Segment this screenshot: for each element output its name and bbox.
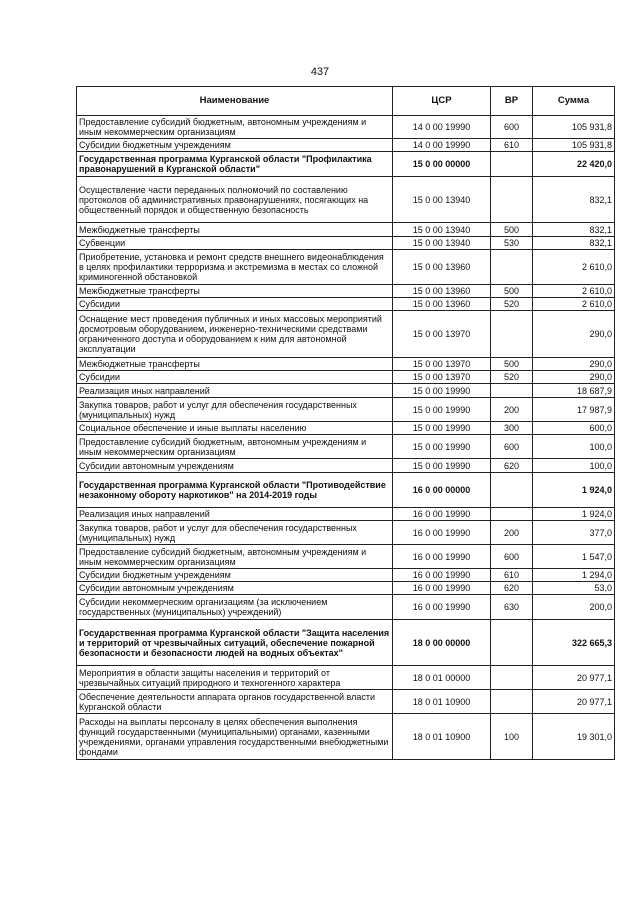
row-name: Обеспечение деятельности аппарата органов государственной власти Курганской области bbox=[77, 690, 393, 714]
row-sum: 832,1 bbox=[533, 177, 615, 223]
row-vr: 100 bbox=[491, 714, 533, 760]
row-csr: 15 0 00 13940 bbox=[393, 237, 491, 250]
row-name: Субсидии бюджетным учреждениям bbox=[77, 569, 393, 582]
table-row bbox=[77, 569, 615, 582]
row-vr: 530 bbox=[491, 237, 533, 250]
table-row bbox=[77, 298, 615, 311]
row-vr: 520 bbox=[491, 371, 533, 384]
table-row bbox=[77, 223, 615, 237]
row-csr: 16 0 00 19990 bbox=[393, 569, 491, 582]
table-row bbox=[77, 714, 615, 760]
row-sum: 20 977,1 bbox=[533, 690, 615, 714]
row-vr: 200 bbox=[491, 398, 533, 422]
row-vr: 600 bbox=[491, 545, 533, 569]
row-sum: 100,0 bbox=[533, 435, 615, 459]
row-csr: 16 0 00 19990 bbox=[393, 521, 491, 545]
row-name: Закупка товаров, работ и услуг для обеспечения государственных (муниципальных) нужд bbox=[77, 521, 393, 545]
header-sum: Сумма bbox=[533, 87, 615, 116]
row-sum: 105 931,8 bbox=[533, 139, 615, 152]
row-csr: 15 0 00 13960 bbox=[393, 250, 491, 285]
row-sum: 2 610,0 bbox=[533, 285, 615, 298]
row-csr: 18 0 01 00000 bbox=[393, 666, 491, 690]
row-csr: 15 0 00 19990 bbox=[393, 384, 491, 398]
row-vr bbox=[491, 508, 533, 521]
table-row bbox=[77, 250, 615, 285]
row-csr: 14 0 00 19990 bbox=[393, 139, 491, 152]
table-row bbox=[77, 311, 615, 358]
row-csr: 15 0 00 19990 bbox=[393, 422, 491, 435]
row-csr: 18 0 01 10900 bbox=[393, 690, 491, 714]
row-sum: 200,0 bbox=[533, 595, 615, 620]
row-vr: 500 bbox=[491, 223, 533, 237]
row-sum: 832,1 bbox=[533, 223, 615, 237]
row-name: Предоставление субсидий бюджетным, автономным учреждениям и иным некоммерческим организациям bbox=[77, 116, 393, 139]
row-name: Межбюджетные трансферты bbox=[77, 358, 393, 371]
row-csr: 16 0 00 19990 bbox=[393, 545, 491, 569]
row-vr: 500 bbox=[491, 358, 533, 371]
row-csr: 18 0 00 00000 bbox=[393, 620, 491, 666]
row-vr bbox=[491, 690, 533, 714]
row-sum: 1 924,0 bbox=[533, 473, 615, 508]
row-csr: 14 0 00 19990 bbox=[393, 116, 491, 139]
row-sum: 100,0 bbox=[533, 459, 615, 473]
row-name: Реализация иных направлений bbox=[77, 508, 393, 521]
row-csr: 15 0 00 13970 bbox=[393, 371, 491, 384]
table-row bbox=[77, 521, 615, 545]
table-row bbox=[77, 237, 615, 250]
row-sum: 1 547,0 bbox=[533, 545, 615, 569]
row-sum: 290,0 bbox=[533, 371, 615, 384]
row-csr: 15 0 00 19990 bbox=[393, 459, 491, 473]
row-vr bbox=[491, 311, 533, 358]
row-vr: 300 bbox=[491, 422, 533, 435]
header-name: Наименование bbox=[77, 87, 393, 116]
row-sum: 377,0 bbox=[533, 521, 615, 545]
row-name: Приобретение, установка и ремонт средств внешнего видеонаблюдения в целях профилактики терроризма и экстремизма в местах со сложной криминогенной обстановкой bbox=[77, 250, 393, 285]
row-sum: 290,0 bbox=[533, 311, 615, 358]
row-sum: 53,0 bbox=[533, 582, 615, 595]
row-csr: 15 0 00 19990 bbox=[393, 398, 491, 422]
table-row bbox=[77, 139, 615, 152]
row-vr bbox=[491, 666, 533, 690]
row-vr: 620 bbox=[491, 459, 533, 473]
row-vr: 520 bbox=[491, 298, 533, 311]
row-sum: 19 301,0 bbox=[533, 714, 615, 760]
table-row bbox=[77, 371, 615, 384]
row-name: Мероприятия в области защиты населения и территорий от чрезвычайных ситуаций природного и техногенного характера bbox=[77, 666, 393, 690]
row-sum: 290,0 bbox=[533, 358, 615, 371]
row-csr: 15 0 00 13940 bbox=[393, 223, 491, 237]
row-csr: 16 0 00 19990 bbox=[393, 582, 491, 595]
table-row bbox=[77, 435, 615, 459]
budget-table bbox=[76, 86, 615, 760]
page-number: 437 bbox=[310, 66, 330, 78]
row-name: Субсидии некоммерческим организациям (за исключением государственных (муниципальных) учреждений) bbox=[77, 595, 393, 620]
row-csr: 16 0 00 19990 bbox=[393, 508, 491, 521]
row-csr: 18 0 01 10900 bbox=[393, 714, 491, 760]
row-vr: 600 bbox=[491, 435, 533, 459]
row-sum: 2 610,0 bbox=[533, 298, 615, 311]
table-row bbox=[77, 116, 615, 139]
row-name: Субвенции bbox=[77, 237, 393, 250]
row-sum: 2 610,0 bbox=[533, 250, 615, 285]
row-vr bbox=[491, 250, 533, 285]
row-vr: 630 bbox=[491, 595, 533, 620]
table-header-row bbox=[77, 87, 615, 116]
row-vr: 610 bbox=[491, 569, 533, 582]
row-name: Расходы на выплаты персоналу в целях обеспечения выполнения функций государственными (муниципальными) органами, казенными учреждениями, органами управления государственными внебюджетными фондами bbox=[77, 714, 393, 760]
row-vr: 610 bbox=[491, 139, 533, 152]
table-row bbox=[77, 582, 615, 595]
row-csr: 15 0 00 00000 bbox=[393, 152, 491, 177]
row-csr: 15 0 00 13960 bbox=[393, 298, 491, 311]
row-name: Государственная программа Курганской области "Профилактика правонарушений в Курганской области" bbox=[77, 152, 393, 177]
row-csr: 15 0 00 13960 bbox=[393, 285, 491, 298]
row-vr: 600 bbox=[491, 116, 533, 139]
row-sum: 322 665,3 bbox=[533, 620, 615, 666]
row-name: Субсидии автономным учреждениям bbox=[77, 582, 393, 595]
row-sum: 1 294,0 bbox=[533, 569, 615, 582]
table-row bbox=[77, 422, 615, 435]
row-name: Субсидии бюджетным учреждениям bbox=[77, 139, 393, 152]
row-csr: 15 0 00 19990 bbox=[393, 435, 491, 459]
table-row bbox=[77, 358, 615, 371]
row-name: Предоставление субсидий бюджетным, автономным учреждениям и иным некоммерческим организациям bbox=[77, 435, 393, 459]
table-row bbox=[77, 152, 615, 177]
row-csr: 15 0 00 13970 bbox=[393, 358, 491, 371]
row-name: Субсидии автономным учреждениям bbox=[77, 459, 393, 473]
row-sum: 17 987,9 bbox=[533, 398, 615, 422]
row-csr: 15 0 00 13940 bbox=[393, 177, 491, 223]
row-sum: 105 931,8 bbox=[533, 116, 615, 139]
table-row bbox=[77, 595, 615, 620]
header-csr: ЦСР bbox=[393, 87, 491, 116]
row-name: Социальное обеспечение и иные выплаты населению bbox=[77, 422, 393, 435]
row-name: Закупка товаров, работ и услуг для обеспечения государственных (муниципальных) нужд bbox=[77, 398, 393, 422]
row-sum: 20 977,1 bbox=[533, 666, 615, 690]
table-row bbox=[77, 620, 615, 666]
row-csr: 15 0 00 13970 bbox=[393, 311, 491, 358]
table-row bbox=[77, 508, 615, 521]
table-row bbox=[77, 545, 615, 569]
row-vr bbox=[491, 620, 533, 666]
row-name: Субсидии bbox=[77, 371, 393, 384]
row-name: Осуществление части переданных полномочий по составлению протоколов об административных правонарушениях, посягающих на общественный порядок и общественную безопасность bbox=[77, 177, 393, 223]
row-vr: 500 bbox=[491, 285, 533, 298]
row-name: Государственная программа Курганской области "Противодействие незаконному обороту наркотиков" на 2014-2019 годы bbox=[77, 473, 393, 508]
row-name: Межбюджетные трансферты bbox=[77, 223, 393, 237]
table-row bbox=[77, 459, 615, 473]
table-row bbox=[77, 473, 615, 508]
row-sum: 600,0 bbox=[533, 422, 615, 435]
row-csr: 16 0 00 19990 bbox=[393, 595, 491, 620]
row-sum: 832,1 bbox=[533, 237, 615, 250]
table-row bbox=[77, 285, 615, 298]
row-vr bbox=[491, 384, 533, 398]
table-row bbox=[77, 384, 615, 398]
row-vr bbox=[491, 152, 533, 177]
row-vr: 200 bbox=[491, 521, 533, 545]
row-name: Межбюджетные трансферты bbox=[77, 285, 393, 298]
table-body bbox=[77, 116, 615, 760]
row-name: Оснащение мест проведения публичных и иных массовых мероприятий досмотровым оборудованием, инженерно-техническими средствами ограниченного доступа и оборудованием к ним для автономной эксплуатации bbox=[77, 311, 393, 358]
row-sum: 22 420,0 bbox=[533, 152, 615, 177]
row-vr bbox=[491, 177, 533, 223]
table-row bbox=[77, 398, 615, 422]
row-sum: 18 687,9 bbox=[533, 384, 615, 398]
table-row bbox=[77, 666, 615, 690]
row-name: Предоставление субсидий бюджетным, автономным учреждениям и иным некоммерческим организациям bbox=[77, 545, 393, 569]
row-name: Субсидии bbox=[77, 298, 393, 311]
row-csr: 16 0 00 00000 bbox=[393, 473, 491, 508]
header-vr: ВР bbox=[491, 87, 533, 116]
row-vr: 620 bbox=[491, 582, 533, 595]
row-sum: 1 924,0 bbox=[533, 508, 615, 521]
table-row bbox=[77, 690, 615, 714]
table-row bbox=[77, 177, 615, 223]
row-name: Государственная программа Курганской области "Защита населения и территорий от чрезвычайных ситуаций, обеспечение пожарной безопасности и безопасности людей на водных объектах" bbox=[77, 620, 393, 666]
row-vr bbox=[491, 473, 533, 508]
row-name: Реализация иных направлений bbox=[77, 384, 393, 398]
